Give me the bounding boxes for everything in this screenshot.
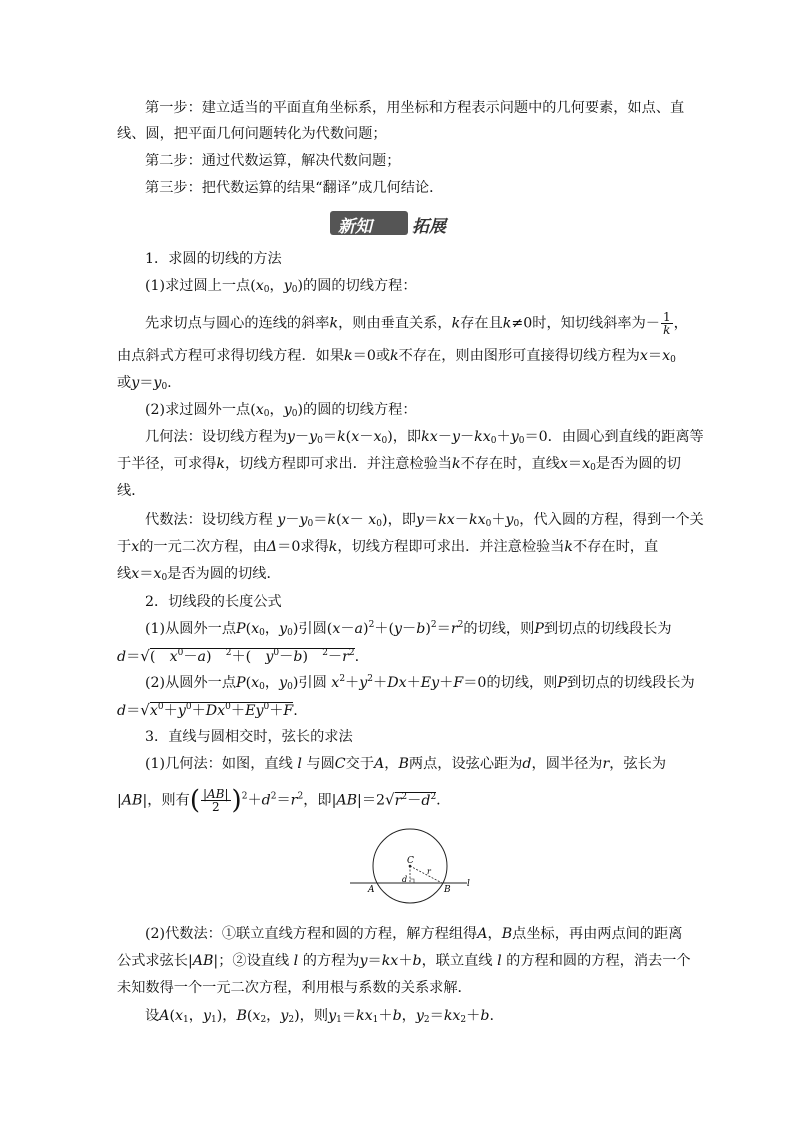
sec1-p1-line-3: 或$y=y_0$. [117,375,172,392]
sec2-p1-formula: d＝√( $x^0-a$) $^2$＋( $y^0-b$) $^2-r^2$. [117,647,360,665]
sec3-p2-line-2: 公式求弦长|AB|；②设直线 l 的方程为y＝kx＋b，联立直线 l 的方程和圆的方程，消去一个 [117,953,691,969]
figure-svg [345,828,475,908]
step-2: 第二步：通过代数运算，解决代数问题； [145,153,401,169]
section-1-title: 1．求圆的切线的方法 [145,251,282,267]
label-d: d [402,875,408,884]
step-3: 第三步：把代数运算的结果“翻译”成几何结论． [145,180,444,196]
label-A: A [368,885,375,895]
badge-right-text: 拓展 [412,217,446,237]
sec2-p1-line-1: (1)从圆外一点$P(x_0$，$y_0$)引圆$(x-a)^2+(y-b)^2=r^2$的切线，则P到切点的切线段长为 [145,620,672,638]
sec2-p2-line-1: (2)从圆外一点$P(x_0$，$y_0$)引圆 $x^2+y^2+Dx+Ey+F=0$的切线，则P到切点的切线段长为 [145,674,695,692]
circle-chord-figure [345,828,475,908]
sec1-geo-line-1: 几何法：设切线方程为$y-y_0=k(x-x_0)$，即$kx-y-kx_0+y_0=0$．由圆心到直线的距离等 [145,429,704,446]
label-C: C [407,856,414,866]
sec1-alg-line-2: 于x的一元二次方程，由Δ＝0求得k，切线方程即可求出．并注意检验当k不存在时，直 [117,539,659,555]
label-B: B [444,885,451,895]
sec3-p2-line-3: 未知数得一个一元二次方程，利用根与系数的关系求解． [117,980,472,996]
sec3-p1-line-2: |AB|，则有( $\frac{|AB|}{2}$ )$^2+d^2=r^2$，即$|AB|=2√r^2-d^2$. [117,785,441,816]
section-2-title: 2．切线段的长度公式 [145,594,282,610]
section-badge [330,210,460,236]
sec1-alg-line-3: 线$x=x_0$是否为圆的切线． [117,566,281,583]
sec2-p2-formula: $d=√x^0+y^0+Dx^0+Ey^0+F$. [117,701,298,719]
section-3-title: 3．直线与圆相交时，弦长的求法 [145,729,353,745]
label-r: r [427,867,431,876]
badge-left-text: 新知 [338,217,372,237]
sec1-p1-heading: (1)求过圆上一点($x_0$，$y_0$)的圆的切线方程： [145,278,417,295]
step-1-line-2: 线、圆，把平面几何问题转化为代数问题； [117,126,387,142]
sec1-geo-line-2: 于半径，可求得k，切线方程即可求出．并注意检验当k不存在时，直线$x=x_0$是否为圆的切 [117,456,681,473]
label-l: l [467,879,470,889]
right-angle-mark [410,879,414,883]
sec3-p2-line-1: (2)代数法：①联立直线方程和圆的方程，解方程组得A，B点坐标，再由两点间的距离 [145,926,683,942]
sec1-alg-line-1: 代数法：设切线方程 $y-y_0=k(x- x_0)$，即$y=kx-kx_0+y_0$，代入圆的方程，得到一个关 [145,512,704,529]
sec1-geo-line-3: 线． [117,483,146,499]
radius-segment-r [410,866,442,883]
sec3-p1-line-1: (1)几何法：如图，直线 l 与圆C交于A，B两点，设弦心距为d，圆半径为r，弦长为 [145,756,667,772]
sec3-p3-line: 设$A(x_1$，$y_1$)，$B(x_2$，$y_2$)，则$y_1=kx_1+b$，$y_2=kx_2+b$. [145,1008,494,1025]
step-1-line-1: 第一步：建立适当的平面直角坐标系，用坐标和方程表示问题中的几何要素，如点、直 [145,100,685,116]
sec1-p1-line-1: 先求切点与圆心的连线的斜率k，则由垂直关系，k存在且k≠0时，知切线斜率为－ $\frac{1}{k}$ ， [145,310,688,337]
sec1-p1-line-2: 由点斜式方程可求得切线方程．如果k＝0或k不存在，则由图形可直接得切线方程为$x=x_0$ [117,348,676,365]
sec1-p2-heading: (2)求过圆外一点($x_0$，$y_0$)的圆的切线方程： [145,402,417,419]
